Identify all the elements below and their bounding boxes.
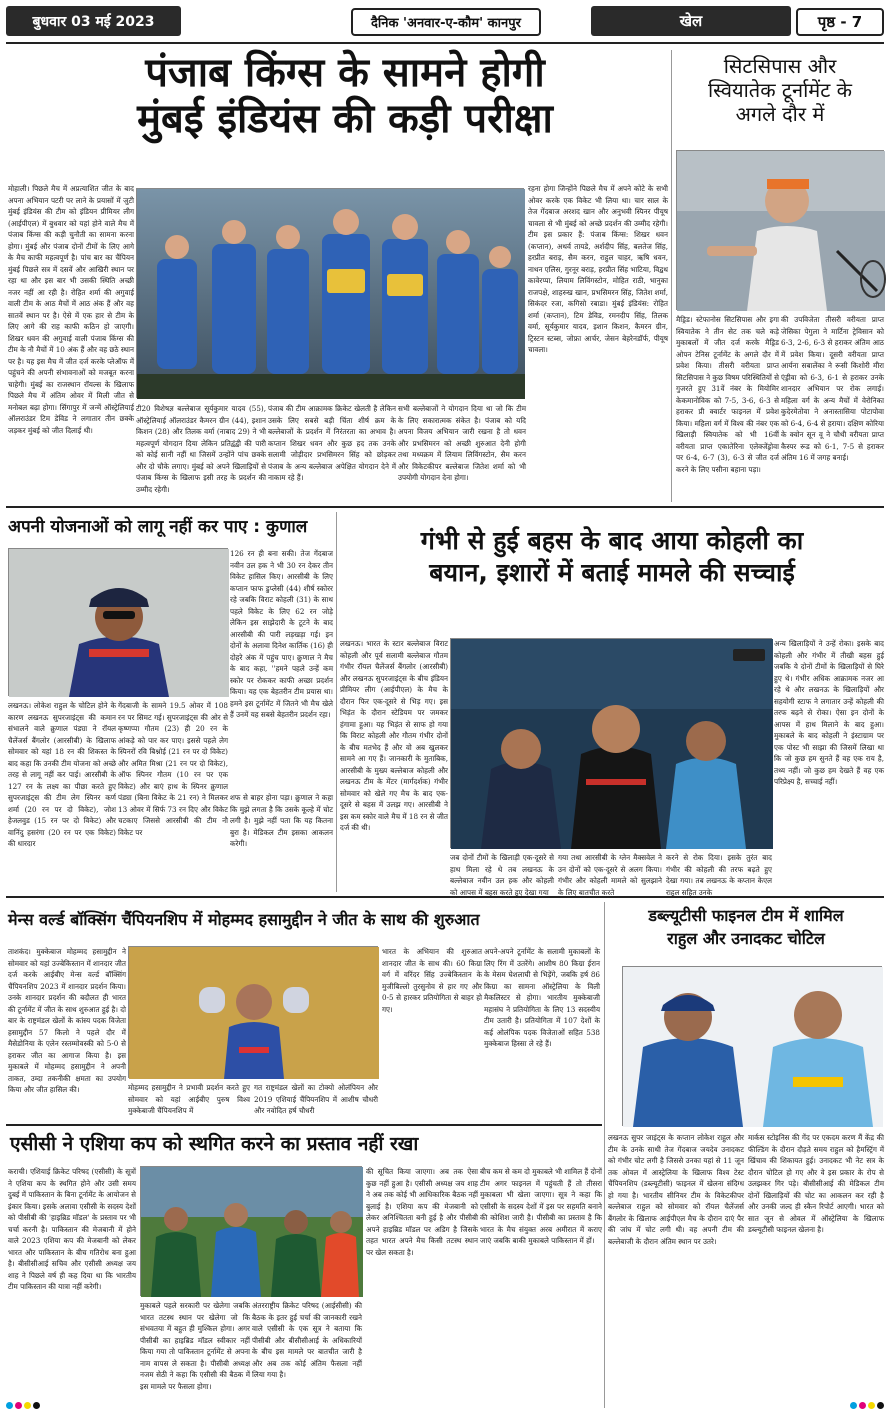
story5-col1: ताशकंद। मुक्केबाज मोहम्मद हसामुद्दीन ने सोमवार को यहां उज्बेकिस्तान में शानदार जीत दर्ज करके आईबीए मेन्स वर्ल्ड बॉक्सिंग चैंपियनशिप 2023 में शानदार प्रदर्शन किया। उनके शानदार प्रदर्शन की बदौलत ही भारत की टूर्नामेंट में जीत के साथ शुरुआत हुई है। दो बार के राष्ट्रमंडल खेलों के कांस्य पदक विजेता हसामुद्दीन 57 किलो ने पहले दौर में मैसेडोनिया के एलेन रस्तम्मोवस्की को 5-0 से हराकर जीत का आगाज किया है। इस मुकाबले में मोहम्मद हसामुद्दीन ने अपनी ताकत, उम्दा तकनीकी क्षमता का उपयोग किया और जीत हासिल की।	[8, 947, 126, 1094]
masthead-bar	[6, 6, 884, 38]
section-divider	[6, 506, 884, 508]
story3-col4: शफ से बाहर होना पड़ा। क्रुणाल ने कहा कि मुझे लगता है कि उसके कूल्हे में चोट लगी है। मुझे नहीं पता कि यह कितना बुरा है। मेडिकल टीम इसका आकलन करेगी।	[230, 793, 333, 848]
story5-col5: अपने-अपने टूर्नामेंट के सलामी मुकाबलों के लिए रिंग में उतरेंगे। आशीष 80 किग्रा ईरान के मेसम घेशलाघी से भिड़ेंगे, जबकि हर्ष 86 किग्रा का सामना ऑस्ट्रेलिया के विली मैकलिस्टर से होगा। भारतीय मुक्केबाजी महासंघ ने प्रतियोगिता के लिए 13 सदस्यीय टीम उतारी है। प्रतियोगिता में 107 देशों के कई ओलंपिक पदक विजेताओं सहित 538 मुक्केबाज हिस्सा ले रहे हैं।	[484, 947, 600, 1048]
story6-photo	[622, 966, 882, 1126]
story6-col1: लखनऊ सुपर जाइंट्स के कप्तान लोकेश राहुल और टीम के उनके साथी तेज गेंदबाज जयदेव उनादकट को गंभीर चोट लगी है जिससे उनका यहां से 11 जून तक ओवल में आस्ट्रेलिया के खिलाफ विश्व टेस्ट चैंपियनशिप (डब्ल्यूटीसी) फाइनल में खेलना संदिग्ध हो गया है। भारतीय सीनियर टीम के विकेटकीपर बल्लेबाज राहुल को सोमवार को रॉयल चैलेंजर्स बैंगलोर के खिलाफ आईपीएल मैच के दौरान दाएं पैर की जांघ में चोट लगी थी। वह अपनी टीम की बल्लेबाजी के दौरान अंतिम स्थान पर उतरे।	[608, 1133, 744, 1246]
story5-headline[interactable]: मेन्स वर्ल्ड बॉक्सिंग चैंपियनशिप में मोहम्मद हसामुद्दीन ने जीत के साथ की शुरुआत	[8, 910, 480, 929]
boxer-photo	[129, 947, 379, 1079]
story7-headline[interactable]: एसीसी ने एशिया कप को स्थगित करने का प्रस्ताव नहीं रखा	[10, 1133, 419, 1155]
story4-col4: करने से रोक दिया। इसके तुरंत बाद गंभीर की कोहली की तरफ बढ़ते हुए देखा गया। तब लखनऊ के कप्तान केएल राहुल सहित उनके	[666, 853, 772, 897]
story3-photo	[8, 548, 228, 696]
story7-col2: मुकाबले पहले सरकारी पर खेलेगा जबकि भारत तटस्थ स्थान पर खेलेगा जो कि संभवतया में बहुत ही मुश्किल होगा। अगर पीसीबी का हाइब्रिड मॉडल स्वीकार नहीं किया गया तो पाकिस्तान टूर्नामेंट से अपना नाम वापस ले सकता है। पीसीबी अध्यक्ष नजम सेठी ने कहा कि एसीसी की बैठक में इस मामले पर फैसला होगा।	[140, 1301, 250, 1391]
newspaper-name: दैनिक 'अनवार-ए-कौम' कानपुर	[351, 8, 541, 36]
yellow-dot	[24, 1402, 31, 1409]
story7-col3: अंतरराष्ट्रीय क्रिकेट परिषद (आईसीसी) की बैठक के इतर हुई चर्चा की जानकारी रखने वाले एसीसी के एक सूत्र ने बताया कि पीसीबी और बीसीसीआई के अधिकारियों के बीच इस मामले पर बातचीत जारी है और अब तक कोई अंतिम फैसला नहीं लिया गया है।	[252, 1301, 362, 1379]
story1-col3: पंजाब की टीम आक्रामक क्रिकेट खेलती है लेकिन उसके लिए सबसे बड़ी चिंता शीर्ष क्रम के बल्लेबाजों के प्रदर्शन में निरंतरता का अभाव है। कप्तान शिखर धवन और कुछ हद तक उनके सलामी जोड़ीदार प्रभसिमरन सिंह को छोड़कर पंजाब के अन्य बल्लेबाज अपेक्षित योगदान देने में नाकाम रहे हैं।	[268, 404, 396, 482]
story4-photo	[450, 638, 772, 848]
print-registration-marks	[6, 1400, 884, 1410]
story3-col1: लखनऊ। लोकेश राहुल के चोटिल होने के कारण लखनऊ सुपरजाइंट्स की कमान संभालने वाले क्रुणाल पंड्या ने रॉयल चैलेंजर्स बैंगलोर (आरसीबी) के खिलाफ सोमवार को यहां 18 रन की शिकस्त के बाद कहा कि उनकी टीम योजना को अच्छे तरह से लागू नहीं कर पाई। आरसीबी के 127 रन के लक्ष्य का पीछा करते हुए सुपरजाइंट्स की टीम लेग स्पिनर कर्ण शर्मा (20 रन पर दो विकेट), जोश हेजलवुड (15 रन पर दो विकेट) और वानिंदु हसरंगा (20 रन पर एक विकेट) की धारदार	[8, 701, 116, 848]
magenta-dot	[859, 1402, 866, 1409]
story1-col1: मोहाली। पिछले मैच में अप्रत्याशित जीत के बाद अपना अभियान पटरी पर लाने के प्रयासों में जुटी मुंबई इंडियंस की टीम को इंडियन प्रीमियर लीग (आईपीएल) में बुधवार को यहां होने वाले मैच में पंजाब किंग्स की कड़ी चुनौती का सामना करना होगा। मुंबई और पंजाब दोनों टीमों के लिए आगे के मैच काफी महत्वपूर्ण है। पांच बार का चैंपियन मुंबई पिछले सत्र में दसवें और आखिरी स्थान पर रहा था और इस बार भी उसकी स्थिति अच्छी नजर नहीं आ रही है। रोहित शर्मा की अगुवाई वाली टीम के आठ मैचों में आठ अंक हैं और वह सातवें स्थान पर है। ऐसे में एक हार से टीम के लिए आगे की राह काफी कठिन हो जाएगी। शिखर धवन की अगुवाई वाली पंजाब किंग्स की टीम के नौ मैचों में 10 अंक हैं और वह छठे स्थान पर है। यह इस मैच में जीत दर्ज करके प्लेऑफ में पहुंचने की अपनी संभावनाओं को मजबूत करना चाहेगी। मुंबई का राजस्थान रॉयल्स के खिलाफ पिछले मैच में अंतिम ओवर में मिली जीत से मनोबल बढ़ा होगा। सिंगापुर में जन्में ऑस्ट्रेलियाई ऑलराउंडर टिम डेविड ने लगातार तीन छक्के जड़कर मुंबई को जीत दिलाई थी।	[8, 184, 134, 435]
story3-col3: 126 रन ही बना सकी। तेज गेंदबाज नवीन उल हक ने भी 30 रन देकर तीन विकेट हासिल किए। आरसीबी के लिए कप्तान फाफ डुप्लेसी (44) शीर्ष स्कोरर रहे जबकि विराट कोहली (31) के साथ पहले विकेट के लिए 62 रन जोड़े लेकिन इस साझेदारी के टूटने के बाद आरसीबी की पारी लड़खड़ा गई। इन दोनों के अलावा दिनेश कार्तिक (16) ही दोहरे अंक में पहुंच पाए। क्रुणाल ने मैच के बाद कहा, ''हमने पहले उन्हें कम स्कोर पर रोककर काफी अच्छा प्रदर्शन किया। यह एक बेहतरीन टीम प्रयास था। हमने इस टूर्नामेंट में जितने भी मैच खेले हैं उनमें यह सबसे बेहतरीन प्रदर्शन रहा।	[230, 549, 333, 719]
story1-col5: रहना होगा जिन्होंने पिछले मैच में अपने कोटे के सभी ओवर करके एक विकेट भी लिया था। चार साल के तेज गेंदबाज अरशद खान और अनुभवी स्पिनर पीयूष चावला से भी मुंबई को अच्छे प्रदर्शन की उम्मीद रहेगी। टीम इस प्रकार हैं: पंजाब किंग्स: शिखर धवन (कप्तान), अथर्व तायडे, अर्शदीप सिंह, बलतेज सिंह, हरप्रीत बराड़, सैम करन, राहुल चाहर, ऋषि धवन, नाथन एलिस, गुरनूर बराड़, हरप्रीत सिंह भाटिया, विद्वथ कावेरप्पा, लियाम लिविंगस्टोन, मोहित राठी, भानुका राजपक्षे, शाहरुख खान, प्रभसिमरन सिंह, जितेश शर्मा, सिकंदर रजा, कगिसो रबाडा। मुंबई इंडियंस: रोहित शर्मा (कप्तान), टिम डेविड, रमनदीप सिंह, तिलक वर्मा, सूर्यकुमार यादव, इशान किशन, कैमरन ग्रीन, ट्रिस्टन स्टब्स, जोफ्रा आर्चर, जेसन बेहरेनडॉर्फ, पीयूष चावला।	[528, 184, 668, 354]
story4-headline-line2: बयान, इशारों में बताई मामले की सच्चाई	[429, 558, 795, 588]
page-number: पृष्ठ - 7	[796, 8, 884, 36]
section-divider	[6, 1124, 602, 1126]
column-divider	[336, 512, 337, 892]
story6-col2: मार्कस स्टोइनिस की गेंद पर एकदम करण मैं केंद्र की फील्डिंग के दौरान दौड़ते समय राहुल को हैमस्ट्रिंग में खिंचाव की शिकायत हुई। उनादकट भी नेट सत्र के दौरान चोटिल हो गए और वे इस प्रकार के रोप से उलझकर गिर पड़े। बीसीसीआई की मेडिकल टीम दोनों खिलाड़ियों की चोट का आकलन कर रही है और उनकी जल्द ही स्कैन रिपोर्ट आएगी। भारत को सात जून से ओवल में ऑस्ट्रेलिया के खिलाफ डब्ल्यूटीसी फाइनल खेलना है।	[748, 1133, 884, 1234]
rahul-unadkat-photo	[623, 967, 883, 1127]
story4-col2: जब दोनों टीमों के खिलाड़ी एक-दूसरे से हाथ मिला रहे थे तब लखनऊ के बल्लेबाज नवीन उल हक और कोहली को आपस में बहस करते हुए देखा गया	[450, 853, 554, 897]
story6-headline-line1: डब्ल्यूटीसी फाइनल टीम में शामिल	[648, 906, 844, 925]
story5-col2: मोहम्मद हसामुद्दीन ने प्रभावी प्रदर्शन करते हुए सोमवार को यहां आईबीए पुरुष विश्व मुक्केबाजी चैंपियनशिप में	[128, 1083, 250, 1115]
tennis-player-photo	[677, 151, 885, 311]
story5-col3: गत राष्ट्रमंडल खेलों का टोक्यो ओलंपियन और 2019 एशियाई चैंपियनशिप में आशीष चौधरी और नवोदित हर्ष चौधरी	[254, 1083, 378, 1115]
story1-col4: सभी बल्लेबाजों ने योगदान दिया था जो कि टीम के लिए सकारात्मक संकेत है। पंजाब को यदि अपना विजय अभियान जारी रखना है तो धवन और प्रभसिमरन को अच्छी शुरुआत देनी होगी तथा मध्यक्रम में लियाम लिविंगस्टोन, सैम करन और विकेटकीपर बल्लेबाज जितेश शर्मा को भी उपयोगी योगदान देना होगा।	[398, 404, 526, 482]
story2-col1: मैड्रिड। स्टेफानोस सिटसिपास और इगा स्वियातेक ने तीन सेट तक चले कड़े मुकाबलों में जीत दर्ज करके मैड्रिड ओपन टेनिस टूर्नामेंट के अगले दौर में प्रवेश किया। तीसरी वरीयता प्राप्त सिटसिपास ने कुछ विषम परिस्थितियों से गुजरते हुए 31वें नंबर के मियोमिर केकमानोविक को 7-5, 3-6, 6-3 से हराकर प्री क्वार्टर फाइनल में प्रवेश किया। महिला वर्ग में विश्व की नंबर एक खिलाड़ी स्वियातेक को भी 16वीं वरीयता प्राप्त एकातेरिना एलेक्जेंड्रोवा पर 6-4, 6-7 (3), 6-3 से जीत दर्ज करने के लिए पसीना बहाना पड़ा।	[676, 315, 779, 474]
story6-headline-line2: राहुल और उनादकट चोटिल	[667, 928, 825, 948]
story4-col5: अन्य खिलाड़ियों ने उन्हें रोका। इसके बाद कोहली और गंभीर में तीखी बहस हुई जबकि ये दोनों टीमों के खिलाड़ियों से घिरे हुए थे। गंभीर अधिक आक्रामक नजर आ रहे थे और लखनऊ के खिलाड़ियों और सहयोगी स्टाफ ने लगातार उन्हें कोहली की तरफ बढ़ने से रोका। ऐसा इन दोनों के आपस में हाथ मिलाने के बाद हुआ। मुकाबले के बाद कोहली ने इंस्टाग्राम पर एक पोस्ट भी साझा की जिसमें लिखा था कि जो कुछ हम सुनते हैं वह एक राय है, तथ्य नहीं। जो कुछ हम देखते हैं वह एक परिप्रेक्ष्य है, सच्चाई नहीं।	[774, 639, 884, 786]
kohli-gambhir-photo	[451, 639, 773, 849]
story1-col2: टी20 विशेषज्ञ बल्लेबाज सूर्यकुमार यादव (55), ऑस्ट्रेलियाई ऑलराउंडर कैमरन ग्रीन (44), इशान किशन (28) और तिलक वर्मा (नाबाद 29) ने भी महत्वपूर्ण योगदान दिया लेकिन प्रतिद्वंद्वी की पारी को कोई सानी नहीं था जिसमें उन्होंने पांच छक्के और दो चौके लगाए। मुंबई को अपने खिलाड़ियों से पंजाब किंग्स के खिलाफ इसी तरह के प्रदर्शन की उम्मीद रहेगी।	[136, 404, 266, 494]
krunal-pandya-photo	[9, 549, 229, 697]
magenta-dot	[15, 1402, 22, 1409]
story4-headline-line1: गंभी से हुई बहस के बाद आया कोहली का	[420, 526, 804, 555]
header-divider	[6, 42, 884, 44]
story2-headline-line3: अगले दौर में	[735, 102, 825, 126]
cricket-team-photo	[141, 1167, 363, 1297]
story3-headline[interactable]: अपनी योजनाओं को लागू नहीं कर पाए : कुणाल	[8, 517, 308, 537]
cyan-dot	[6, 1402, 13, 1409]
story7-col1: कराची। एशियाई क्रिकेट परिषद (एसीसी) के सूत्रों ने एशिया कप के स्थगित होने और उसी समय दुबई में पाकिस्तान के बिना टूर्नामेंट के आयोजन से इंकार किया। इसके अलावा एसीसी के सदस्य देशों को पीसीबी की 'हाइब्रिड मॉडल' के प्रस्ताव पर भी चर्चा करनी है। पाकिस्तान की मेजबानी में होने वाले 2023 एशिया कप की मेजबानी को लेकर भारत और पाकिस्तान के बीच गतिरोध बना हुआ है। बीसीसीआई सचिव और एसीसी अध्यक्ष जय शाह ने पिछले वर्ष ही कह दिया था कि भारतीय टीम पाकिस्तान की यात्रा नहीं करेगी।	[8, 1167, 136, 1291]
story4-headline[interactable]	[340, 528, 884, 587]
black-dot	[33, 1402, 40, 1409]
story7-col5: बीच कम से कम दो मुकाबले भी शामिल हैं दोनों टीम अगर फाइनल में पहुंचती हैं तो तीसरा मुकाबला भी खेला जाएगा। सूत्र ने कहा कि एसीसी के सदस्य देशों में इस पर सहमति बनाने की कोशिश जारी है। पीसीबी का प्रस्ताव है कि भारत के मैच संयुक्त अरब अमीरात में कराए जाएं जबकि बाकी मुकाबले पाकिस्तान में हों।	[480, 1167, 602, 1245]
cyan-dot	[850, 1402, 857, 1409]
story7-photo	[140, 1166, 362, 1296]
story2-headline-line1: सिटसिपास और	[723, 54, 837, 78]
story5-photo	[128, 946, 378, 1078]
story2-col2: की उपविजेता तीसरी वरीयता प्राप्त जेसिका पेगुला ने मार्टिना ट्रेविसान को 6-3, 2-6, 6-3 से हराकर अंतिम आठ में प्रवेश किया। दूसरी वरीयता प्राप्त आर्यना सबालेंका ने रूसी किशोरी मीरा एंड्रीवा को 6-3, 6-1 से हराकर उनके शानदार अभियान पर रोक लगाई। महिला वर्ग के अन्य मैचों में वेरोनिका कुदेरमेतोवा ने अनास्तासिया पोटापोवा को 6-4, 6-4 से हराया। दक्षिण कोरिया के क्वोन सून वू ने चौथी वरीयता प्राप्त कैस्पर रूड को 6-1, 7-5 से हराकर अंतिम 16 में जगह बनाई।	[781, 315, 884, 462]
section-name: खेल	[591, 6, 791, 36]
black-dot	[877, 1402, 884, 1409]
story2-headline[interactable]	[676, 56, 884, 125]
issue-date: बुधवार 03 मई 2023	[6, 6, 181, 36]
section-divider	[6, 896, 884, 898]
story1-photo	[136, 188, 524, 398]
story1-headline-line2: मुंबई इंडियंस की कड़ी परीक्षा	[137, 96, 553, 142]
story3-col2: गेंदबाजी के सामने 19.5 ओवर में 108 रन पर सिमट गई। सुपरजाइंट्स की ओर से कृष्णप्पा गौतम (23) ही 20 रन के आंकड़े को पार कर पाए। इससे पहले लेग स्पिनरों रवि बिश्नोई (21 रन पर दो विकेट) और अमित मिश्रा (21 रन पर दो विकेट), ऑफ स्पिनर गौतम (10 रन पर एक विकेट) और बाएं हाथ के स्पिनर क्रुणाल पंड्या (बिना विकेट के 21 रन) ने मिलकर 13 ओवर में सिर्फ 73 रन दिए और विकेट चटकाए जिससे आरसीबी की टीम नौ विकेट पर	[118, 701, 228, 837]
story4-col1: लखनऊ। भारत के स्टार बल्लेबाज विराट कोहली और पूर्व सलामी बल्लेबाज गौतम गंभीर रॉयल चैलेंजर्स बैंगलोर (आरसीबी) और लखनऊ सुपरजाइंट्स के बीच इंडियन प्रीमियर लीग (आईपीएल) के मैच के दौरान फिर एक-दूसरे से भिड़ गए। इस भिड़ंत के दौरान स्टेडियम पर जमकर हंगामा हुआ। यह भिड़ंत से साफ हो गया कि विराट कोहली और गौतम गंभीर दोनों के बीच मतभेद हैं और वो अब खुलकर सामने आ गए हैं। जानकारी के मुताबिक, आरसीबी के मुख्य बल्लेबाज कोहली और लखनऊ टीम के मेंटर (मार्गदर्शक) गंभीर सोमवार को खेले गए मैच के बाद एक-दूसरे से बहस में उलझ गए। आरसीबी ने इस कम स्कोर वाले मैच में 18 रन से जीत दर्ज की थी।	[340, 639, 449, 832]
mumbai-team-photo	[137, 189, 525, 399]
story7-col4: की सूचित किया जाएगा। अब तक ऐसा कुछ नहीं हुआ है। एसीसी अध्यक्ष जय शाह ने अब तक कोई भी आधिकारिक बैठक नहीं बुलाई है। एशिया कप की मेजबानी को लेकर अनिश्चितता बनी हुई है और पीसीबी अपने हाइब्रिड मॉडल पर अडिग है जिसके तहत भारत अपने मैच किसी तटस्थ स्थान पर खेल सकता है।	[366, 1167, 478, 1257]
column-divider	[604, 902, 605, 1408]
yellow-dot	[868, 1402, 875, 1409]
story1-headline-line1: पंजाब किंग्स के सामने होगी	[145, 50, 545, 96]
column-divider	[671, 50, 672, 502]
story2-photo	[676, 150, 884, 310]
story5-col4: भारत के अभियान की शुरुआत शानदार जीत के साथ की। 60 किग्रा वर्ग में वरिंदर सिंह उज्बेकिस्तान के मुजीबिल्लो तुरसुनोव से हार गए और 0-5 से हारकर प्रतियोगिता से बाहर हो गए।	[382, 947, 482, 1014]
story1-headline[interactable]	[20, 52, 670, 140]
registration-dots-right	[850, 1402, 884, 1409]
story4-col3: गया तथा आरसीबी के ग्लेन मैक्सवेल ने उन दोनों को एक-दूसरे से अलग किया। गंभीर और कोहली मामले को सुलझाने के लिए बातचीत करते	[558, 853, 662, 897]
story6-headline[interactable]	[608, 908, 884, 948]
story2-headline-line2: स्वियातेक टूर्नामेंट के	[707, 78, 853, 102]
registration-dots-left	[6, 1402, 40, 1409]
